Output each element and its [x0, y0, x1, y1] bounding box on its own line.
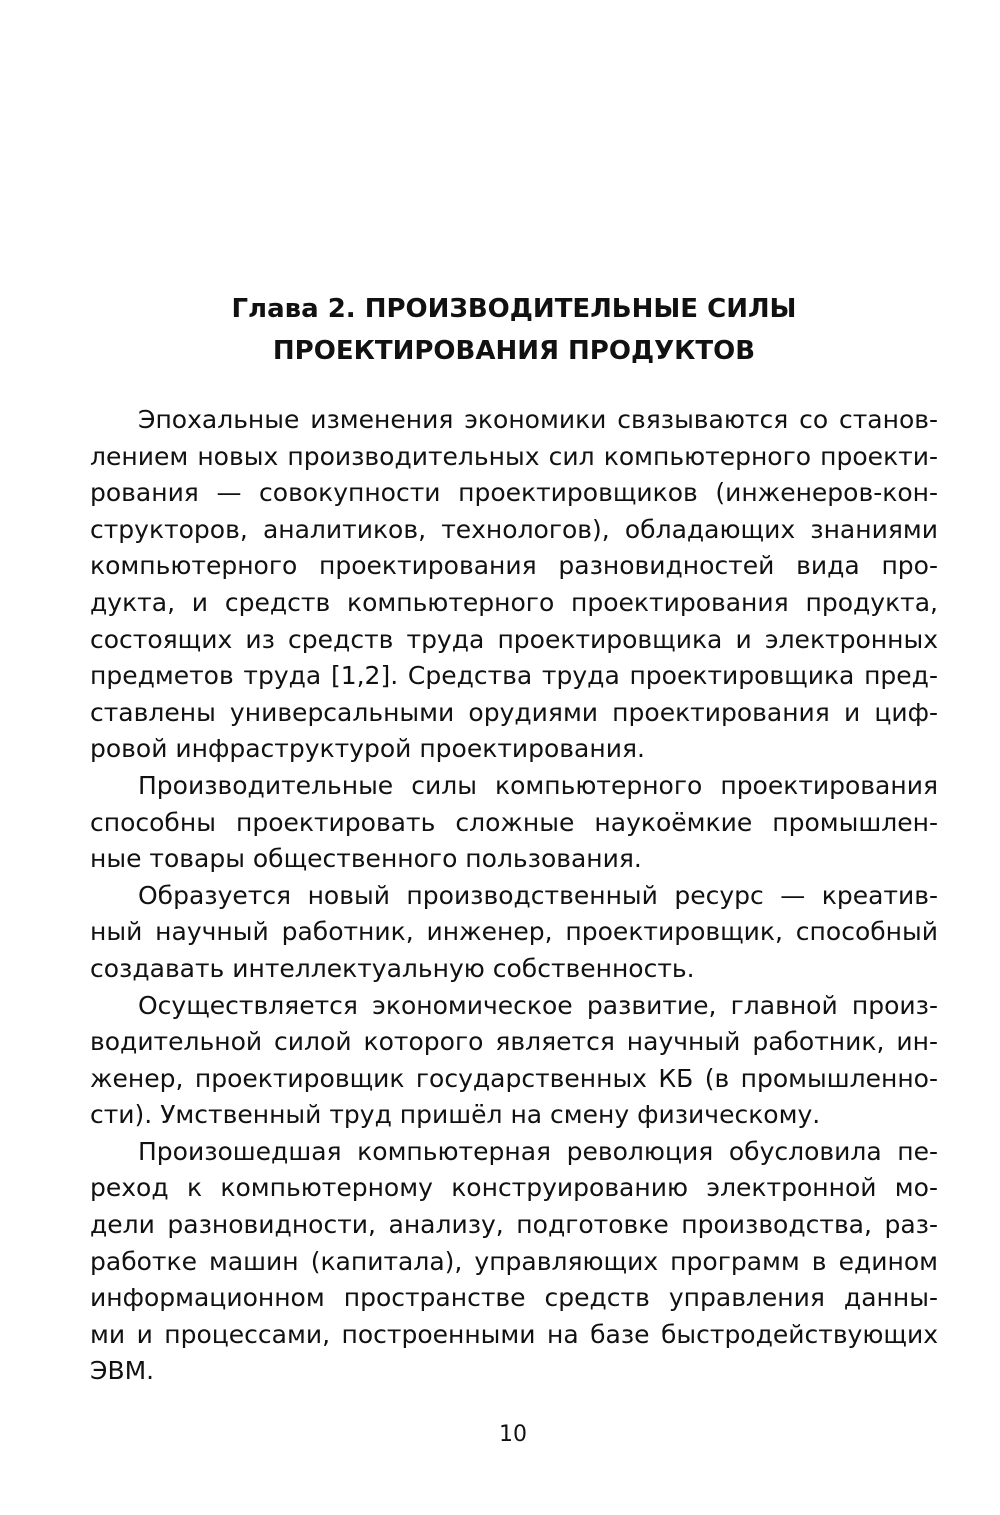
text-line: ЭВМ.: [90, 1356, 155, 1386]
text-line: ставлены универсальными орудиями проектирования и циф-: [90, 697, 938, 727]
text-line: Эпохальные изменения экономики связываются со станов-: [138, 405, 938, 434]
text-line: Осуществляется экономическое развитие, главной произ-: [138, 990, 938, 1020]
text-line: компьютерного проектирования разновидностей вида про-: [90, 551, 938, 581]
chapter-heading-line-1: Глава 2. ПРОИЗВОДИТЕЛЬНЫЕ СИЛЫ: [231, 294, 797, 324]
text-line: женер, проектировщик государственных КБ (в промышленно-: [90, 1063, 938, 1093]
text-line: предметов труда [1,2]. Средства труда проектировщика пред-: [90, 661, 938, 691]
text-line: Производительные силы компьютерного проектирования: [138, 770, 938, 800]
text-line: ми и процессами, построенными на базе быстродействующих: [90, 1319, 938, 1349]
text-line: Произошедшая компьютерная революция обусловила пе-: [138, 1136, 938, 1166]
text-line: ровой инфраструктурой проектирования.: [90, 734, 645, 764]
body-text: [90, 402, 938, 1390]
text-line: способны проектировать сложные наукоёмкие промышлен-: [90, 807, 938, 837]
paragraph: [90, 768, 938, 878]
text-line: дели разновидности, анализу, подготовке производства, раз-: [90, 1210, 938, 1240]
paragraph: [90, 1134, 938, 1390]
text-line: информационном пространстве средств управления данны-: [90, 1283, 938, 1313]
chapter-heading: [90, 288, 938, 372]
paragraph: [90, 988, 938, 1134]
paragraph: [90, 878, 938, 988]
text-line: Образуется новый производственный ресурс — креатив-: [138, 880, 938, 910]
text-line: лением новых производительных сил компьютерного проекти-: [90, 441, 938, 471]
text-line: работке машин (капитала), управляющих программ в едином: [90, 1246, 938, 1276]
text-line: реход к компьютерному конструированию электронной мо-: [90, 1173, 938, 1203]
chapter-heading-line-2: ПРОЕКТИРОВАНИЯ ПРОДУКТОВ: [272, 336, 756, 366]
page-number: 10: [499, 1422, 527, 1447]
text-line: водительной силой которого является научный работник, ин-: [90, 1027, 938, 1057]
text-line: создавать интеллектуальную собственность.: [90, 953, 695, 983]
text-line: структоров, аналитиков, технологов), обладающих знаниями: [90, 514, 938, 544]
text-line: сти). Умственный труд пришёл на смену физическому.: [90, 1100, 821, 1130]
text-line: рования — совокупности проектировщиков (инженеров-кон-: [90, 478, 938, 508]
text-line: состоящих из средств труда проектировщика и электронных: [90, 624, 938, 654]
paragraph: [90, 402, 938, 768]
text-line: ный научный работник, инженер, проектировщик, способный: [90, 917, 938, 947]
text-line: ные товары общественного пользования.: [90, 844, 642, 874]
text-line: дукта, и средств компьютерного проектирования продукта,: [90, 587, 938, 617]
